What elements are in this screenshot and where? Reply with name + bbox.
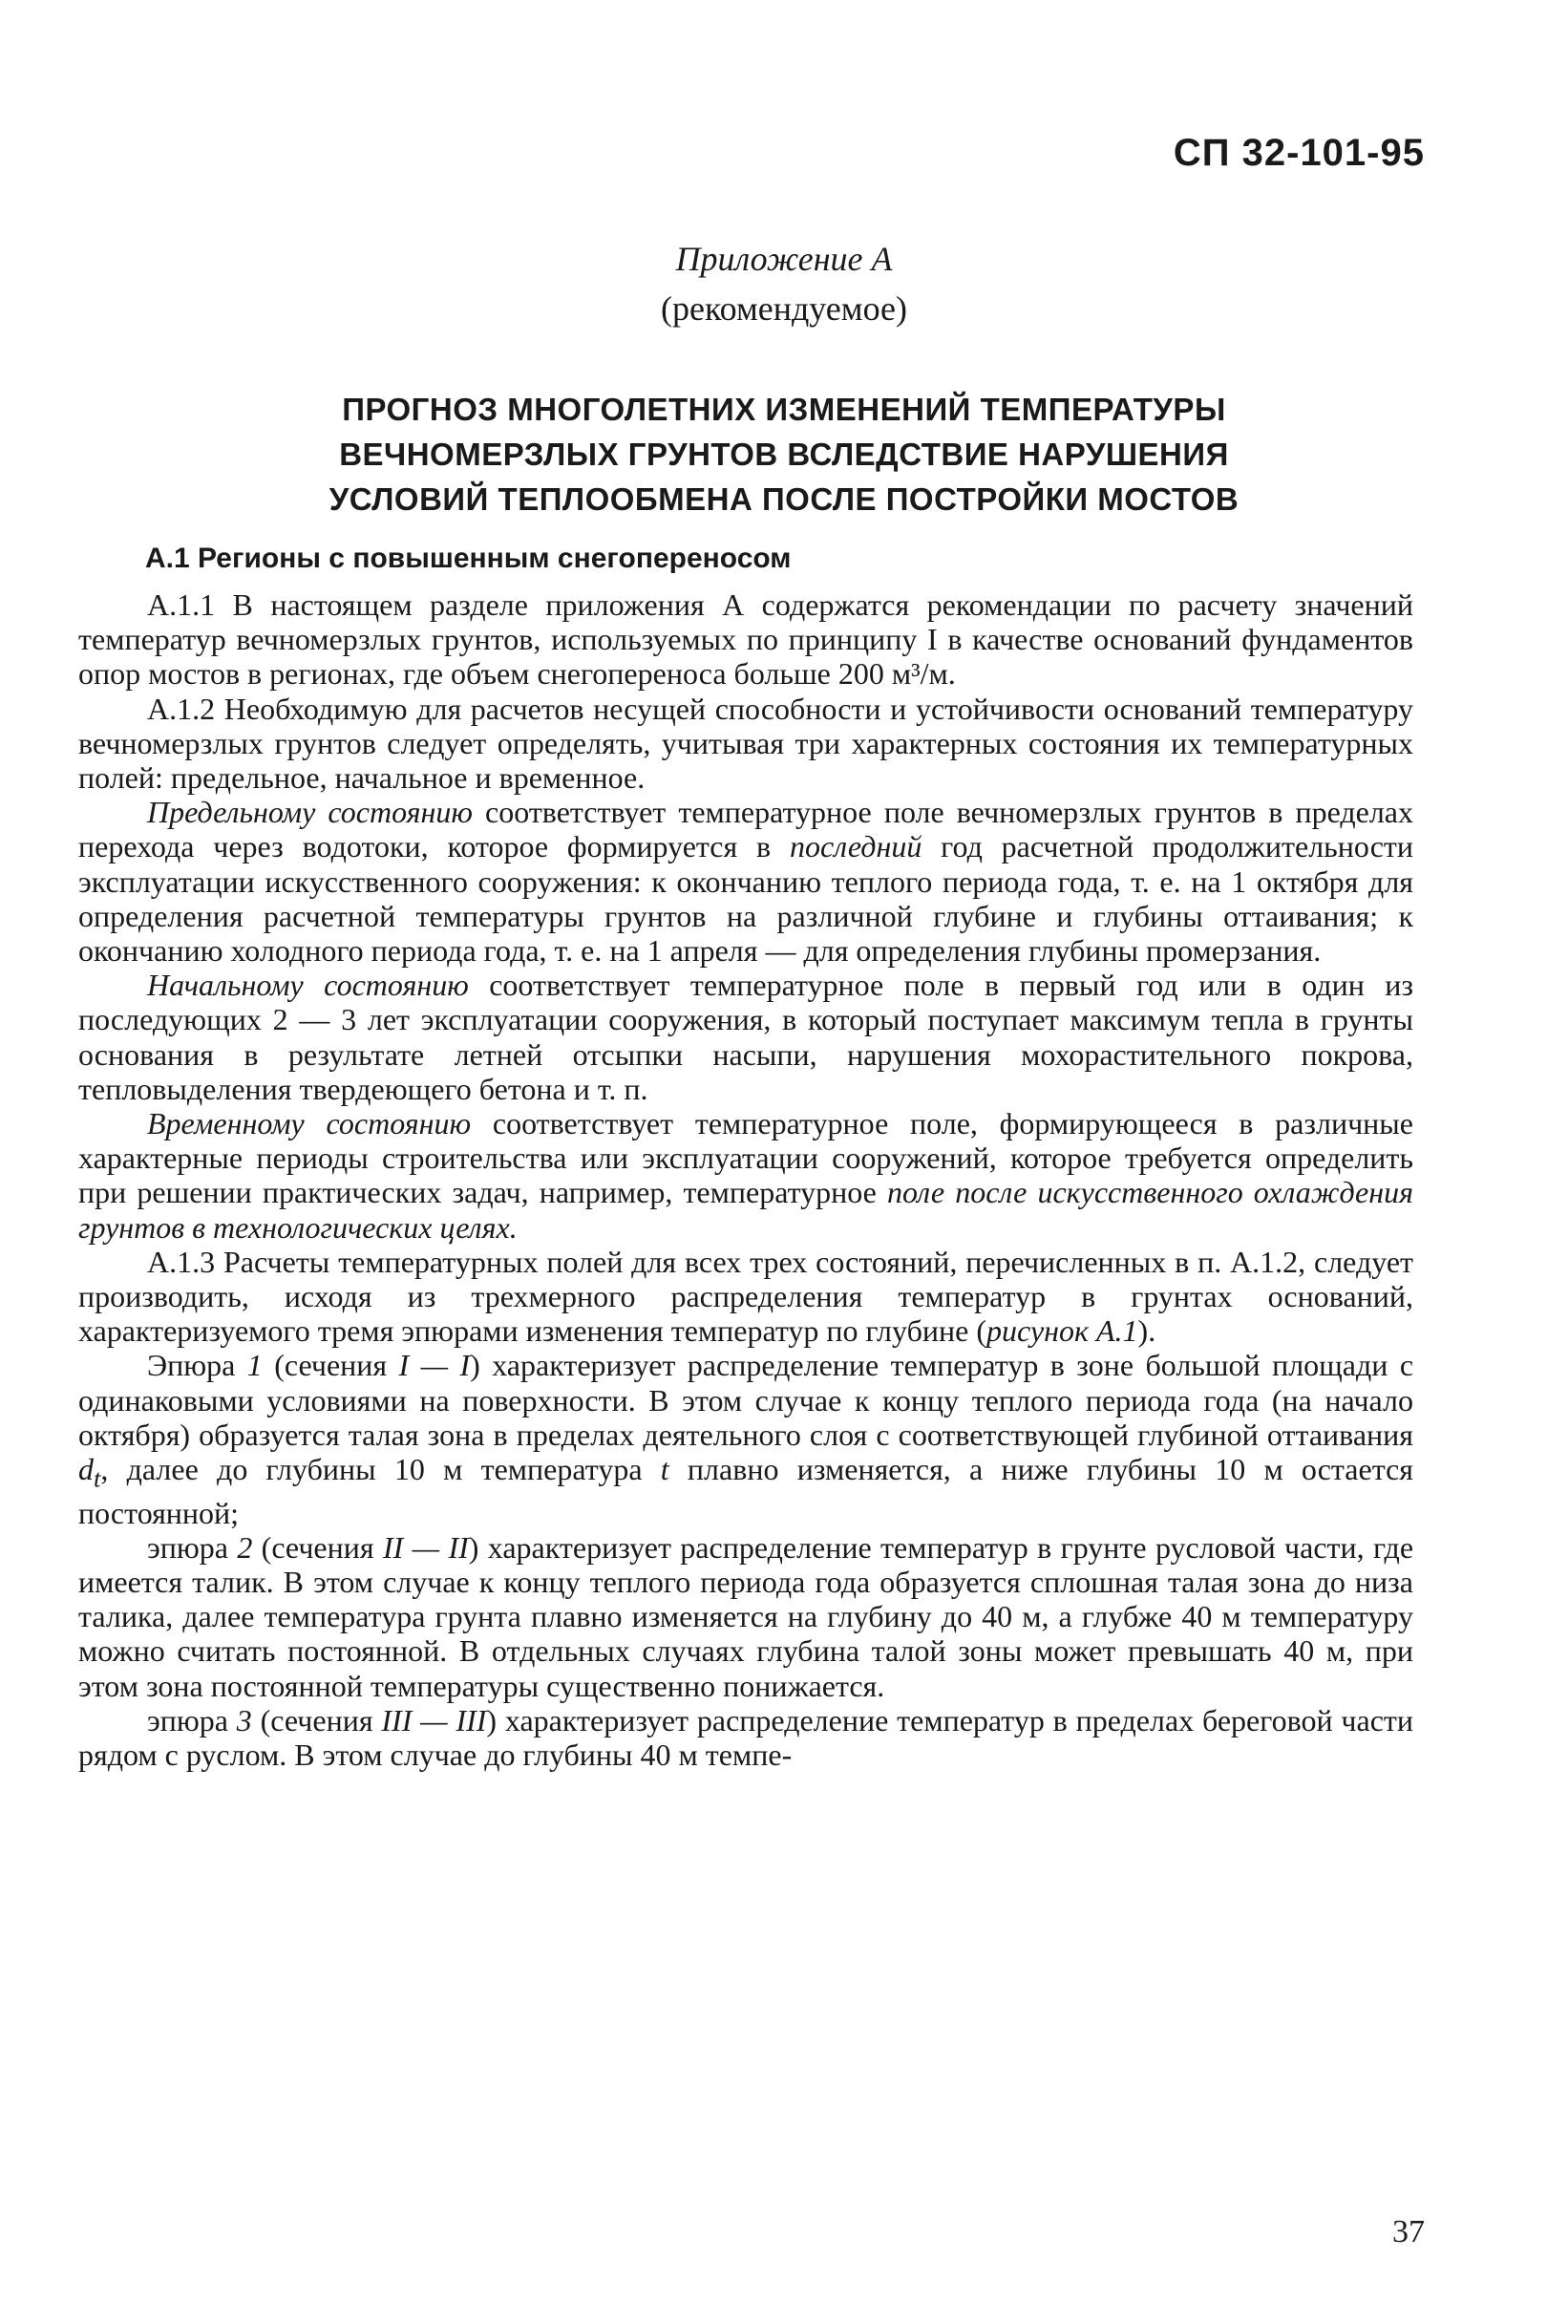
figure-reference: рисунок А.1 — [985, 1313, 1138, 1349]
appendix-label: Приложение А — [675, 240, 893, 278]
term-initial-state: Начальному состоянию — [147, 968, 469, 1003]
paragraph-epure-3: эпюра 3 (сечения III — III) характеризует распределение температур в пределах береговой части рядом с руслом. В этом случае до глубины 40 м темпе- — [78, 1702, 1414, 1773]
title-line: УСЛОВИЙ ТЕПЛООБМЕНА ПОСЛЕ ПОСТРОЙКИ МОСТОВ — [328, 481, 1240, 517]
paragraph-a-1-1: А.1.1 В настоящем разделе приложения А содержатся рекомендации по расчету значений температур вечномерзлых грунтов, используемых по принципу I в качестве оснований фундаментов опор мостов в регионах, где объем снегопереноса больше 200 м³/м. — [78, 587, 1413, 692]
paragraph-temporary-state: Временному состоянию соответствует температурное поле, формирующееся в различные характерные периоды строительства или эксплуатации сооружений, которое требуется определить при решении практических задач, например, температурное поле после искусственного охлаждения грунтов в технологических целях. — [78, 1106, 1414, 1245]
paragraph-a-1-2: А.1.2 Необходимую для расчетов несущей способности и устойчивости оснований температуру вечномерзлых грунтов следует определять, учитывая три характерных состояния их температурных полей: предельное, начальное и временное. — [78, 691, 1413, 796]
paragraph-initial-state: Начальному состоянию соответствует температурное поле в первый год или в один из последующих 2 — 3 лет эксплуатации сооружения, в который поступает максимум тепла в грунты основания в результате летней отсыпки насыпи, нарушения мохорастительного покрова, тепловыделения твердеющего бетона и т. п. — [78, 968, 1414, 1106]
page-number: 37 — [1392, 2214, 1425, 2249]
paragraph-epure-1: Эпюра 1 (сечения I — I) характеризует распределение температур в зоне большой площади с одинаковыми условиями на поверхности. В этом случае к концу теплого периода года (на начало октября) образуется талая зона в пределах деятельного слоя с соответствующей глубиной оттаивания $d_t$, далее до глубины 10 м температура t плавно изменяется, а ниже глубины 10 м остается постоянной; — [78, 1348, 1414, 1530]
paragraph-epure-2: эпюра 2 (сечения II — II) характеризует распределение температур в грунте русловой части, где имеется талик. В этом случае к концу теплого периода года образуется сплошная талая зона до низа талика, далее температура грунта плавно изменяется на глубину до 40 м, а глубже 40 м температуру можно считать постоянной. В отдельных случаях глубина талой зоны может превышать 40 м, при этом зона постоянной температуры существенно понижается. — [78, 1529, 1414, 1703]
title-line: ПРОГНОЗ МНОГОЛЕТНИХ ИЗМЕНЕНИЙ ТЕМПЕРАТУРЫ — [342, 392, 1226, 427]
appendix-note: (рекомендуемое) — [661, 289, 907, 328]
document-code: СП 32-101-95 — [1173, 132, 1425, 174]
appendix-title — [0, 387, 1568, 522]
title-line: ВЕЧНОМЕРЗЛЫХ ГРУНТОВ ВСЛЕДСТВИЕ НАРУШЕНИЯ — [339, 437, 1229, 472]
paragraph-a-1-3: А.1.3 Расчеты температурных полей для всех трех состояний, перечисленных в п. А.1.2, следует производить, исходя из трехмерного распределения температур в грунтах оснований, характеризуемого тремя эпюрами изменения температур по глубине (рисунок А.1). — [78, 1244, 1413, 1349]
section-heading: А.1 Регионы с повышенным снегопереносом — [145, 543, 792, 574]
term-last: последний — [789, 829, 922, 864]
term-artificial-cooling: поле после искусственного охлаждения грунтов в технологических целях. — [78, 1175, 1413, 1245]
term-limit-state: Предельному состоянию — [147, 795, 473, 830]
paragraph-limit-state: Предельному состоянию соответствует температурное поле вечномерзлых грунтов в пределах перехода через водотоки, которое формируется в последний год расчетной продолжительности эксплуатации искусственного сооружения: к окончанию теплого периода года, т. е. на 1 октября для определения расчетной температуры грунтов на различной глубине и глубины оттаивания; к окончанию холодного периода года, т. е. на 1 апреля — для определения глубины промерзания. — [78, 795, 1414, 969]
term-temporary-state: Временному состоянию — [147, 1106, 472, 1141]
body-text — [78, 587, 1413, 1772]
